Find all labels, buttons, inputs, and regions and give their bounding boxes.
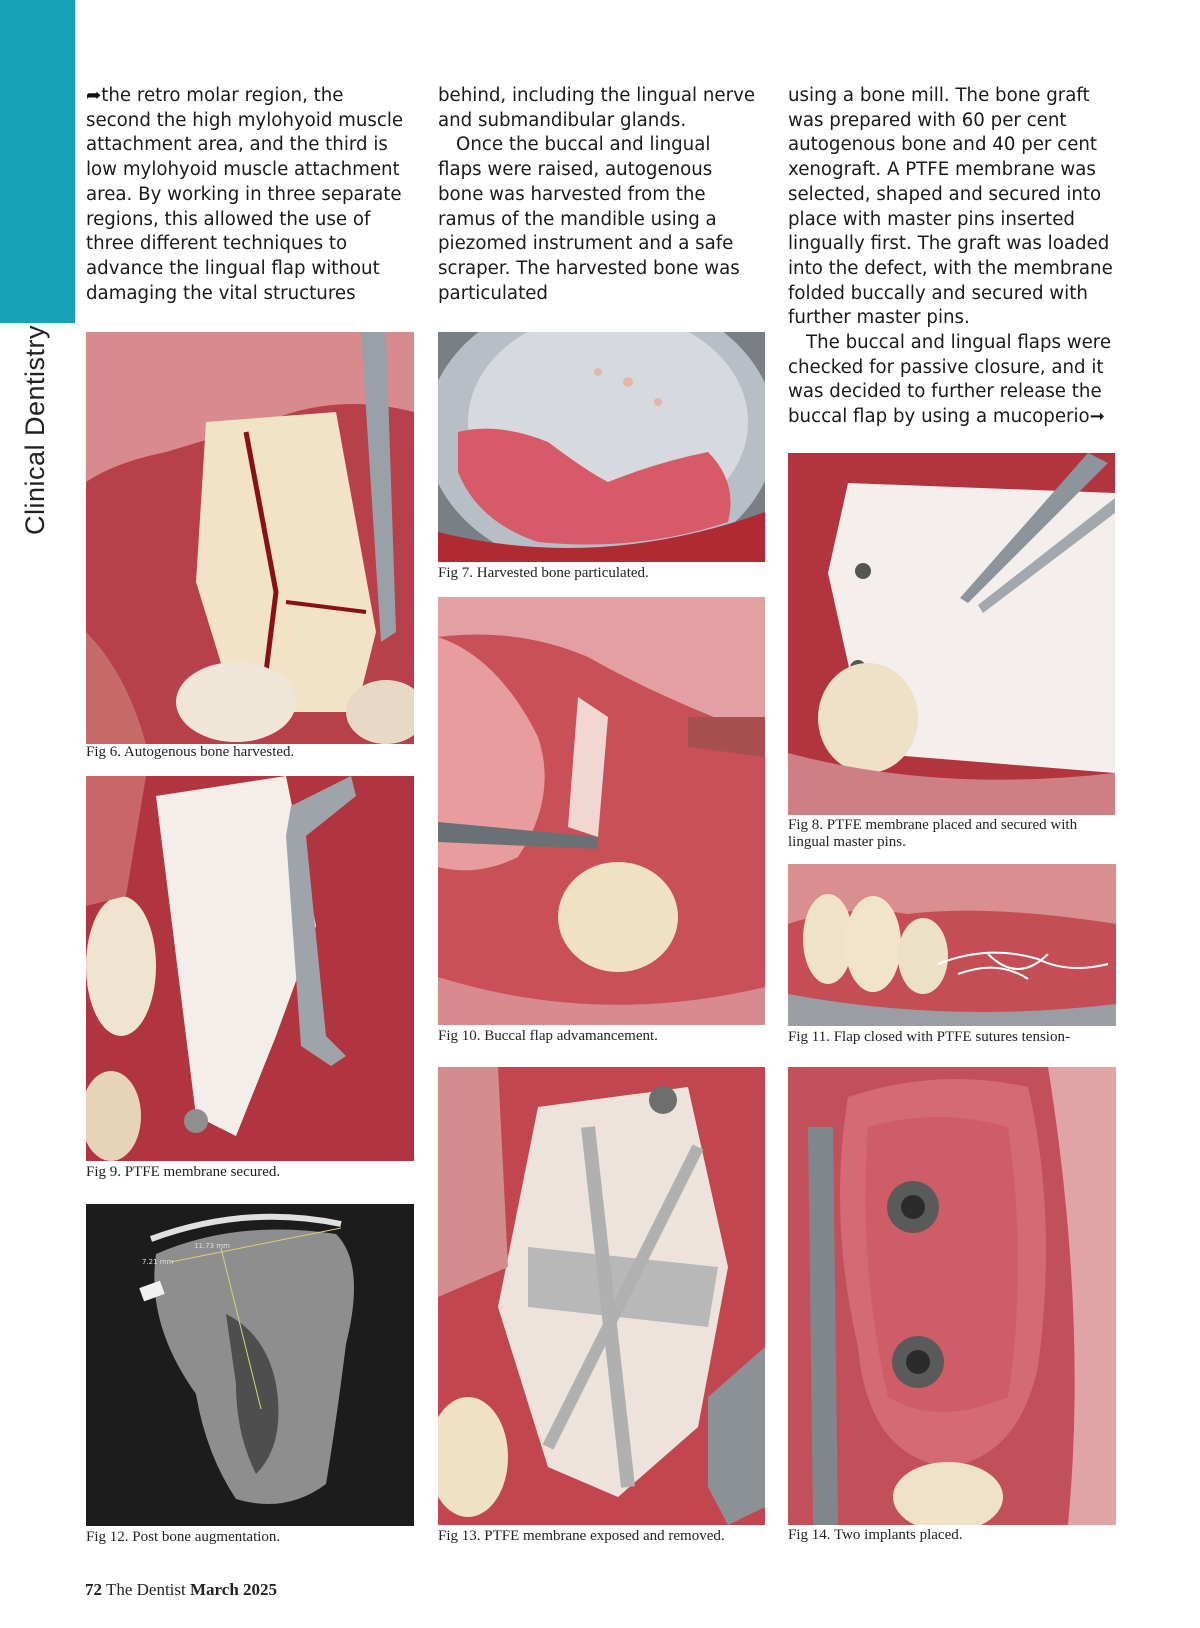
- fig11-photo: [788, 864, 1116, 1026]
- fig12-caption: Fig 12. Post bone augmentation.: [86, 1529, 281, 1545]
- fig9-photo: [86, 776, 414, 1161]
- issue-date: March 2025: [190, 1580, 278, 1599]
- measurement-label-a: 11.73 mm: [194, 1242, 230, 1250]
- paragraph: behind, including the lingual nerve and submandibular glands.: [438, 85, 756, 131]
- fig10-photo: [438, 597, 765, 1025]
- text-column-1: [86, 84, 414, 306]
- fig14-photo: [788, 1067, 1116, 1525]
- paragraph-text: The buccal and lingual flaps were checked for passive closure, and it was decided to further release the buccal flap by using a mucoperio: [788, 332, 1112, 428]
- fig13-photo: [438, 1067, 765, 1525]
- fig7-photo: [438, 332, 765, 562]
- fig13-caption: Fig 13. PTFE membrane exposed and removed.: [438, 1528, 725, 1544]
- paragraph-text: the retro molar region, the second the high mylohyoid muscle attachment area, and the third is low mylohyoid muscle attachment area. By working in three separate regions, this allowed the use of three different techniques to advance the lingual flap without damaging the vital structures: [86, 85, 404, 304]
- fig11-caption: Fig 11. Flap closed with PTFE sutures tension-: [788, 1029, 1070, 1045]
- fig12-photo: [86, 1204, 414, 1526]
- fig9-caption: Fig 9. PTFE membrane secured.: [86, 1164, 281, 1180]
- continues-arrow-icon: ➞: [1089, 406, 1105, 428]
- text-column-3: [788, 84, 1118, 430]
- fig8-caption: Fig 8. PTFE membrane placed and secured with lingual master pins.: [788, 817, 1078, 850]
- paragraph: [86, 84, 414, 306]
- fig7-caption: Fig 7. Harvested bone particulated.: [438, 565, 649, 581]
- section-label: Clinical Dentistry: [20, 324, 50, 535]
- text-column-2: [438, 84, 756, 306]
- fig6-photo: [86, 332, 414, 744]
- measurement-label-b: 7.21 mm: [142, 1258, 174, 1266]
- paragraph: using a bone mill. The bone graft was prepared with 60 per cent autogenous bone and 40 per cent xenograft. A PTFE membrane was selected, shaped and secured into place with master pins inserted lingually first. The graft was loaded into the defect, with the membrane folded buccally and secured with further master pins.: [788, 85, 1113, 329]
- fig14-caption: Fig 14. Two implants placed.: [788, 1527, 963, 1543]
- fig6-caption: Fig 6. Autogenous bone harvested.: [86, 744, 295, 760]
- publication-name: The Dentist: [105, 1580, 186, 1599]
- paragraph: Once the buccal and lingual flaps were raised, autogenous bone was harvested from the ramus of the mandible using a piezomed instrument and a safe scraper. The harvested bone was particulated: [438, 134, 740, 304]
- fig8-photo: [788, 453, 1115, 815]
- fig10-caption: Fig 10. Buccal flap advamancement.: [438, 1028, 658, 1044]
- page-footer: [85, 1580, 277, 1600]
- paragraph: [788, 331, 1118, 430]
- page-number: 72: [85, 1580, 102, 1599]
- continued-arrow-icon: ➦: [86, 85, 102, 106]
